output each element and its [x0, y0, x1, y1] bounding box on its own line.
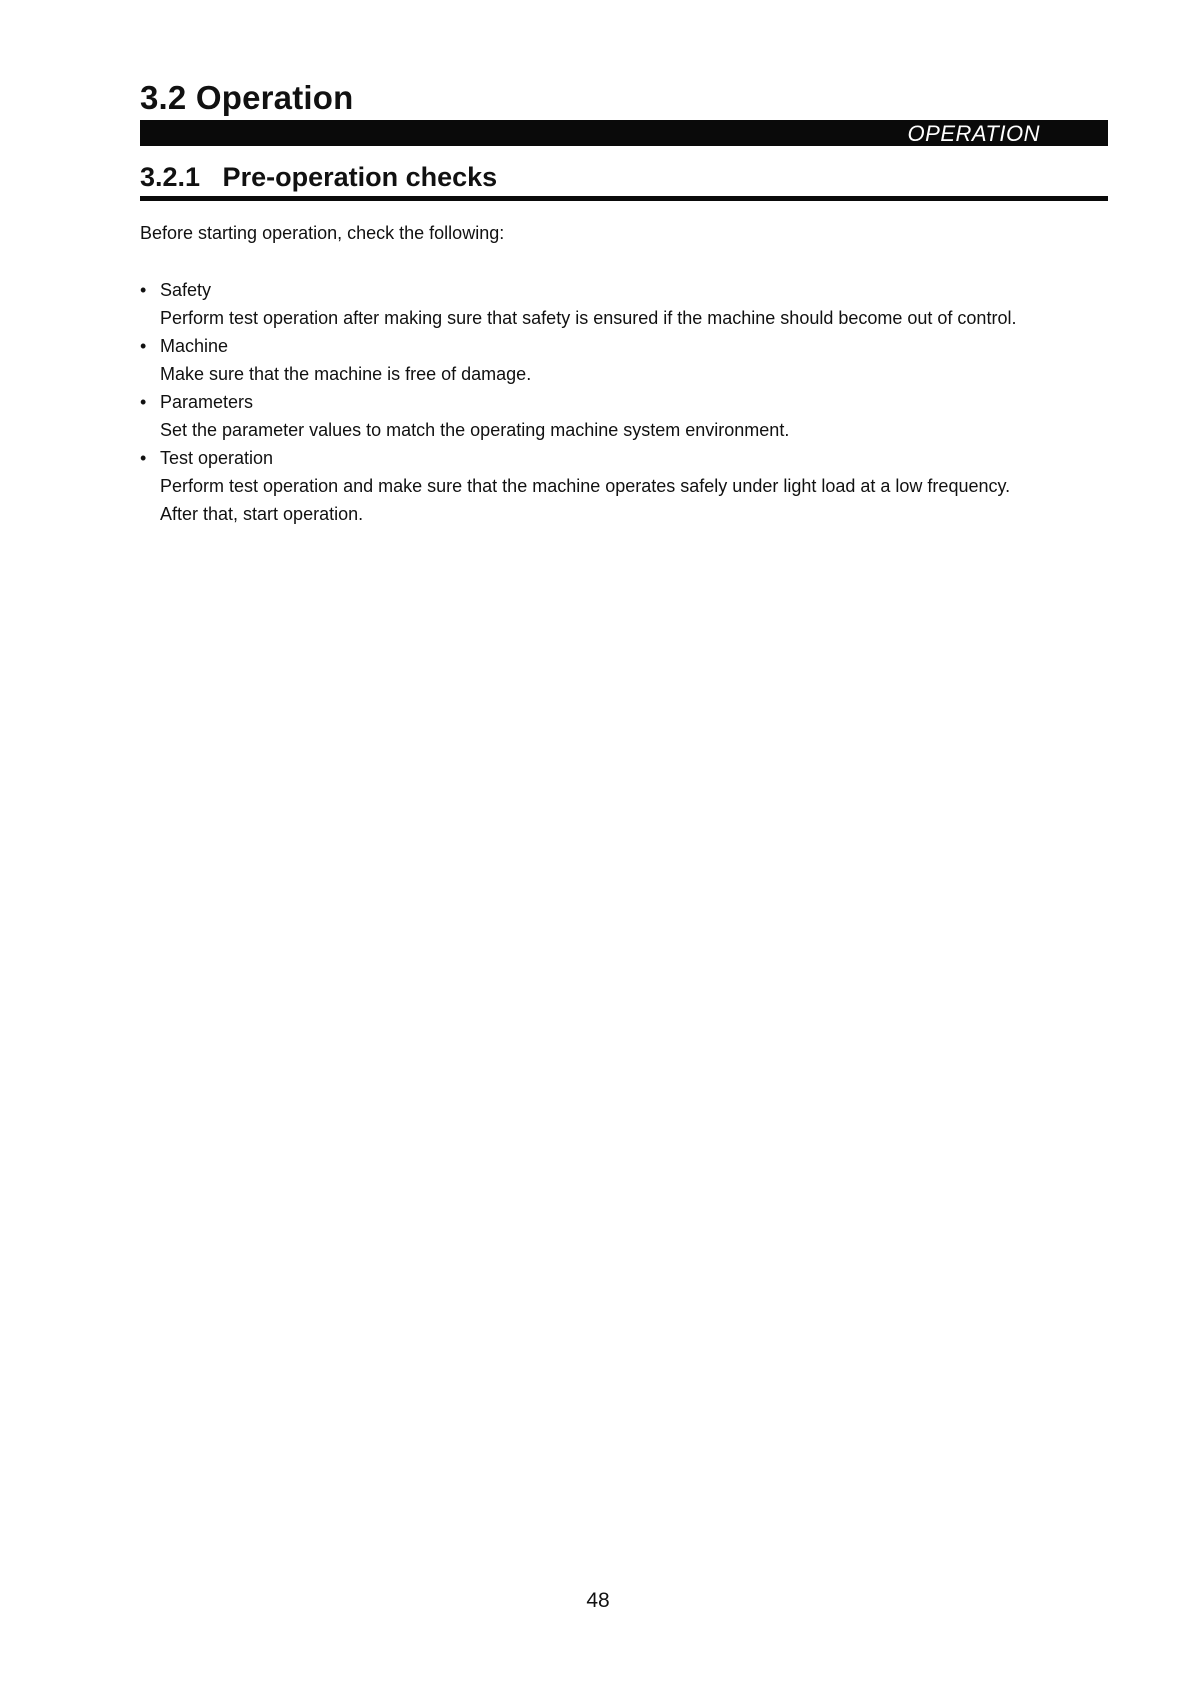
- check-item-test-operation: [140, 444, 1108, 528]
- section-bar-label: OPERATION: [907, 121, 1040, 146]
- bullet-icon: •: [140, 392, 147, 412]
- pre-operation-checklist: [140, 276, 1108, 528]
- check-description: Make sure that the machine is free of damage.: [160, 364, 532, 384]
- check-item-machine: [140, 332, 1108, 388]
- check-title: Parameters: [160, 392, 254, 412]
- bullet-icon: •: [140, 448, 147, 468]
- check-title: Safety: [160, 280, 212, 300]
- bullet-icon: •: [140, 336, 147, 356]
- check-title: Machine: [160, 336, 229, 356]
- intro-paragraph: Before starting operation, check the following:: [140, 223, 505, 243]
- subsection-divider: [140, 196, 1108, 201]
- page-number: 48: [586, 1589, 610, 1612]
- check-description: After that, start operation.: [160, 504, 364, 524]
- check-item-parameters: [140, 388, 1108, 444]
- check-description: Set the parameter values to match the operating machine system environment.: [160, 420, 790, 440]
- section-header-bar: [140, 120, 1108, 146]
- bullet-icon: •: [140, 280, 147, 300]
- check-title: Test operation: [160, 448, 274, 468]
- section-title: 3.2 Operation: [140, 79, 354, 116]
- check-description: Perform test operation and make sure that the machine operates safely under light load at a low frequency.: [160, 476, 1011, 496]
- check-item-safety: [140, 276, 1108, 332]
- subsection-title: 3.2.1 Pre-operation checks: [140, 162, 498, 192]
- check-description: Perform test operation after making sure that safety is ensured if the machine should become out of control.: [160, 308, 1017, 328]
